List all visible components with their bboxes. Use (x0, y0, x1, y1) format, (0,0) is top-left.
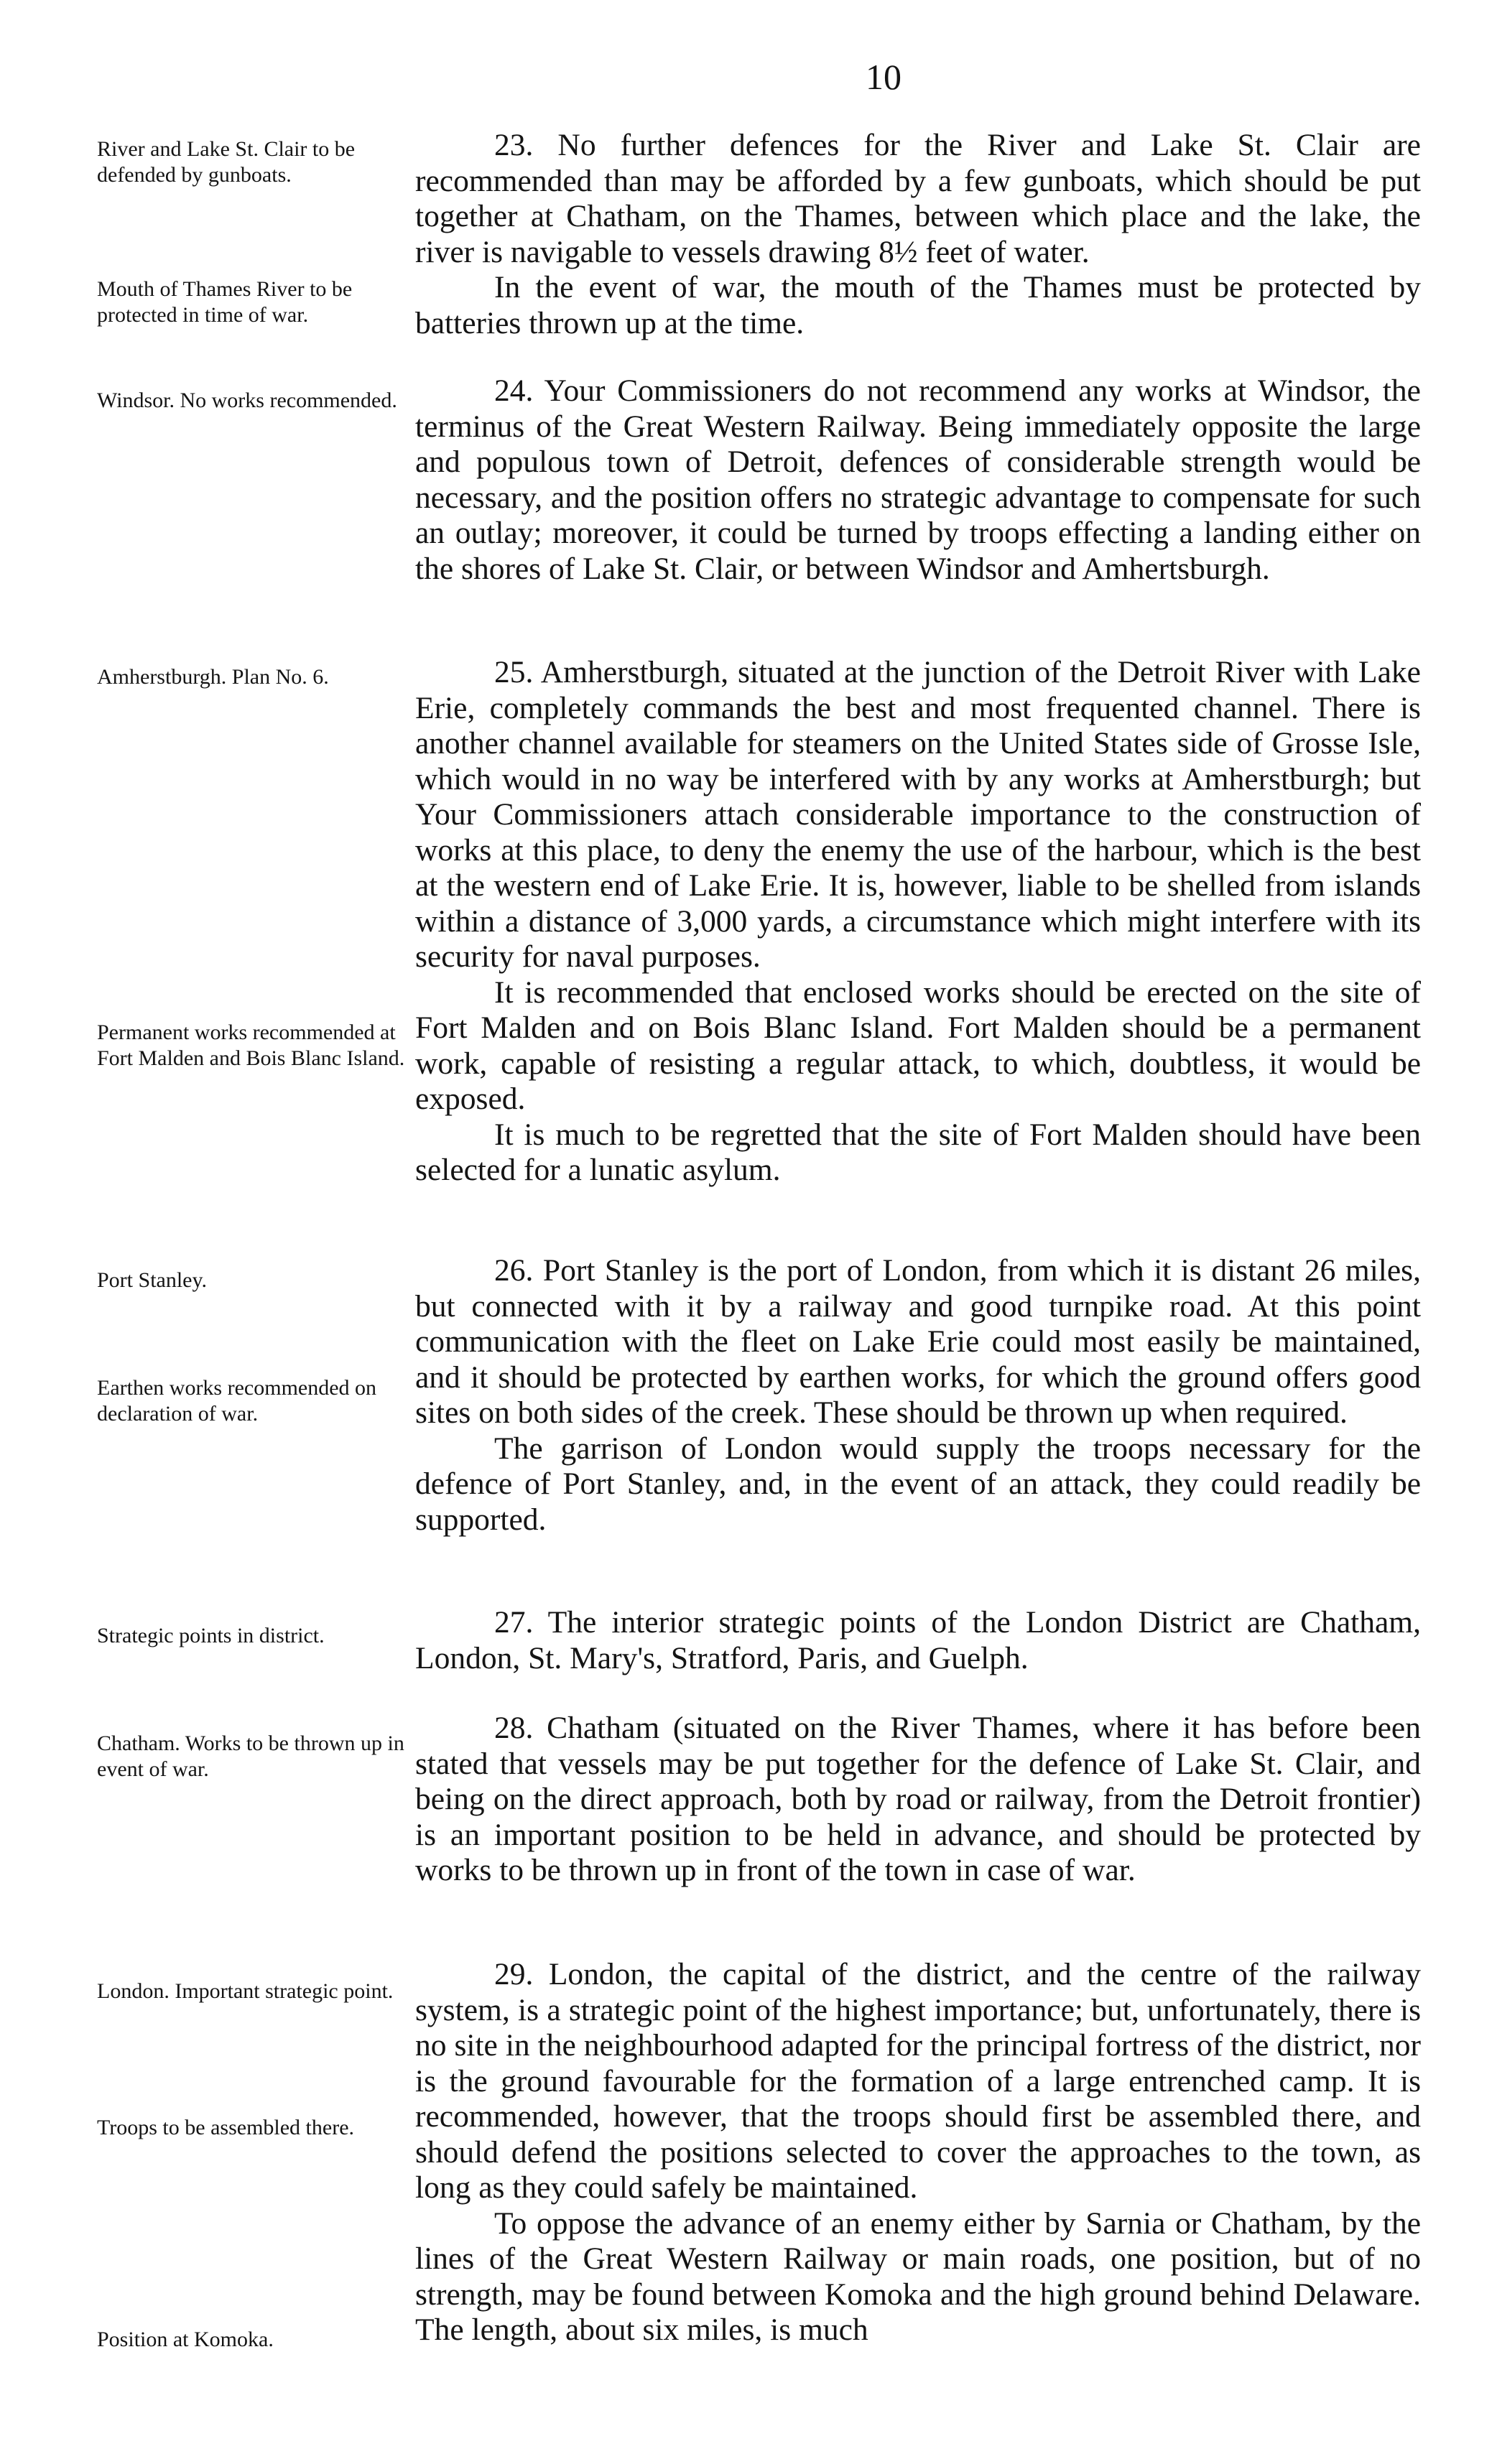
sidenote-fort-malden: Permanent works recommended at Fort Malden and Bois Blanc Island. (97, 1021, 405, 1070)
section-24 (415, 373, 1421, 587)
section-27 (415, 1605, 1421, 1676)
sidenote-gunboats: River and Lake St. Clair to be defended by gunboats. (97, 137, 356, 187)
section-29 (415, 1957, 1421, 2348)
paragraph-29-komoka: To oppose the advance of an enemy either by Sarnia or Chatham, by the lines of the Great Western Railway or main roads, one position, but of no strength, may be found between Komoka and the high ground behind Delaware. The length, about six miles, is much (415, 2205, 1421, 2347)
sidenote-komoka: Position at Komoka. (97, 2328, 274, 2351)
paragraph-29: 29. London, the capital of the district, and the centre of the railway system, is a strategic point of the highest importance; but, unfortunately, there is no site in the neighbourhood adapted for the principal fortress of the district, nor is the ground favourable for the formation of a large entrenched camp. It is recommended, however, that the troops should first be assembled there, and should defend the positions selected to cover the approaches to the town, as long as they could safely be maintained. (415, 1957, 1421, 2205)
paragraph-26-garrison: The garrison of London would supply the troops necessary for the defence of Port Stanley, and, in the event of an attack, they could readily be supported. (415, 1431, 1421, 1537)
paragraph-27: 27. The interior strategic points of the London District are Chatham, London, St. Mary's, Stratford, Paris, and Guelph. (415, 1605, 1421, 1675)
paragraph-24: 24. Your Commissioners do not recommend any works at Windsor, the terminus of the Great Western Railway. Being immediately opposite the large and populous town of Detroit, defences of considerable strength would be necessary, and the position offers no strategic advantage to compensate for such an outlay; moreover, it could be turned by troops effecting a landing either on the shores of Lake St. Clair, or between Windsor and Amhertsburgh. (415, 373, 1421, 586)
sidenote-troops: Troops to be assembled there. (97, 2116, 355, 2139)
paragraph-25-asylum: It is much to be regretted that the site of Fort Malden should have been selected for a lunatic asylum. (415, 1117, 1421, 1187)
page-number: 10 (866, 57, 902, 97)
section-28 (415, 1711, 1421, 1889)
sidenote-chatham: Chatham. Works to be thrown up in event of war. (97, 1731, 404, 1781)
paragraph-26: 26. Port Stanley is the port of London, from which it is distant 26 miles, but connected with it by a railway and good turnpike road. At this point communication with the fleet on Lake Erie could most easily be maintained, and it should be protected by earthen works, for which the ground offers good sites on both sides of the creek. These should be thrown up when required. (415, 1253, 1421, 1430)
paragraph-23: 23. No further defences for the River and Lake St. Clair are recommended than may be afforded by a few gunboats, which should be put together at Chatham, on the Thames, between which place and the lake, the river is navigable to vessels drawing 8½ feet of water. (415, 128, 1421, 269)
paragraph-28: 28. Chatham (situated on the River Thames, where it has before been stated that vessels may be put together for the defence of Lake St. Clair, and being on the direct approach, both by road or railway, from the Detroit frontier) is an important position to be held in advance, and should be protected by works to be thrown up in front of the town in case of war. (415, 1711, 1421, 1887)
section-23 (415, 128, 1421, 341)
paragraph-25-fort-malden: It is recommended that enclosed works should be erected on the site of Fort Malden and on Bois Blanc Island. Fort Malden should be a permanent work, capable of resisting a regular attack, to which, doubtless, it would be exposed. (415, 975, 1421, 1116)
paragraph-25: 25. Amherstburgh, situated at the junction of the Detroit River with Lake Erie, completely commands the best and most frequented channel. There is another channel available for steamers on the United States side of Grosse Isle, which would in no way be interfered with by any works at Amherstburgh; but Your Commissioners attach considerable importance to the construction of works at this place, to deny the enemy the use of the harbour, which is the best at the western end of Lake Erie. It is, however, liable to be shelled from islands within a distance of 3,000 yards, a circumstance which might interfere with its security for naval purposes. (415, 655, 1421, 974)
sidenote-port-stanley: Port Stanley. (97, 1268, 208, 1292)
section-25 (415, 655, 1421, 1189)
sidenote-amherstburgh: Amherstburgh. Plan No. 6. (97, 665, 329, 689)
sidenote-london: London. Important strategic point. (97, 1979, 394, 2003)
sidenote-earthen-works: Earthen works recommended on declaration of war. (97, 1376, 377, 1426)
sidenote-strategic-points: Strategic points in district. (97, 1624, 325, 1647)
sidenote-windsor: Windsor. No works recommended. (97, 389, 397, 412)
sidenote-thames-mouth: Mouth of Thames River to be protected in time of war. (97, 277, 353, 327)
section-26 (415, 1253, 1421, 1538)
paragraph-23-thames: In the event of war, the mouth of the Thames must be protected by batteries thrown up at the time. (415, 270, 1421, 340)
